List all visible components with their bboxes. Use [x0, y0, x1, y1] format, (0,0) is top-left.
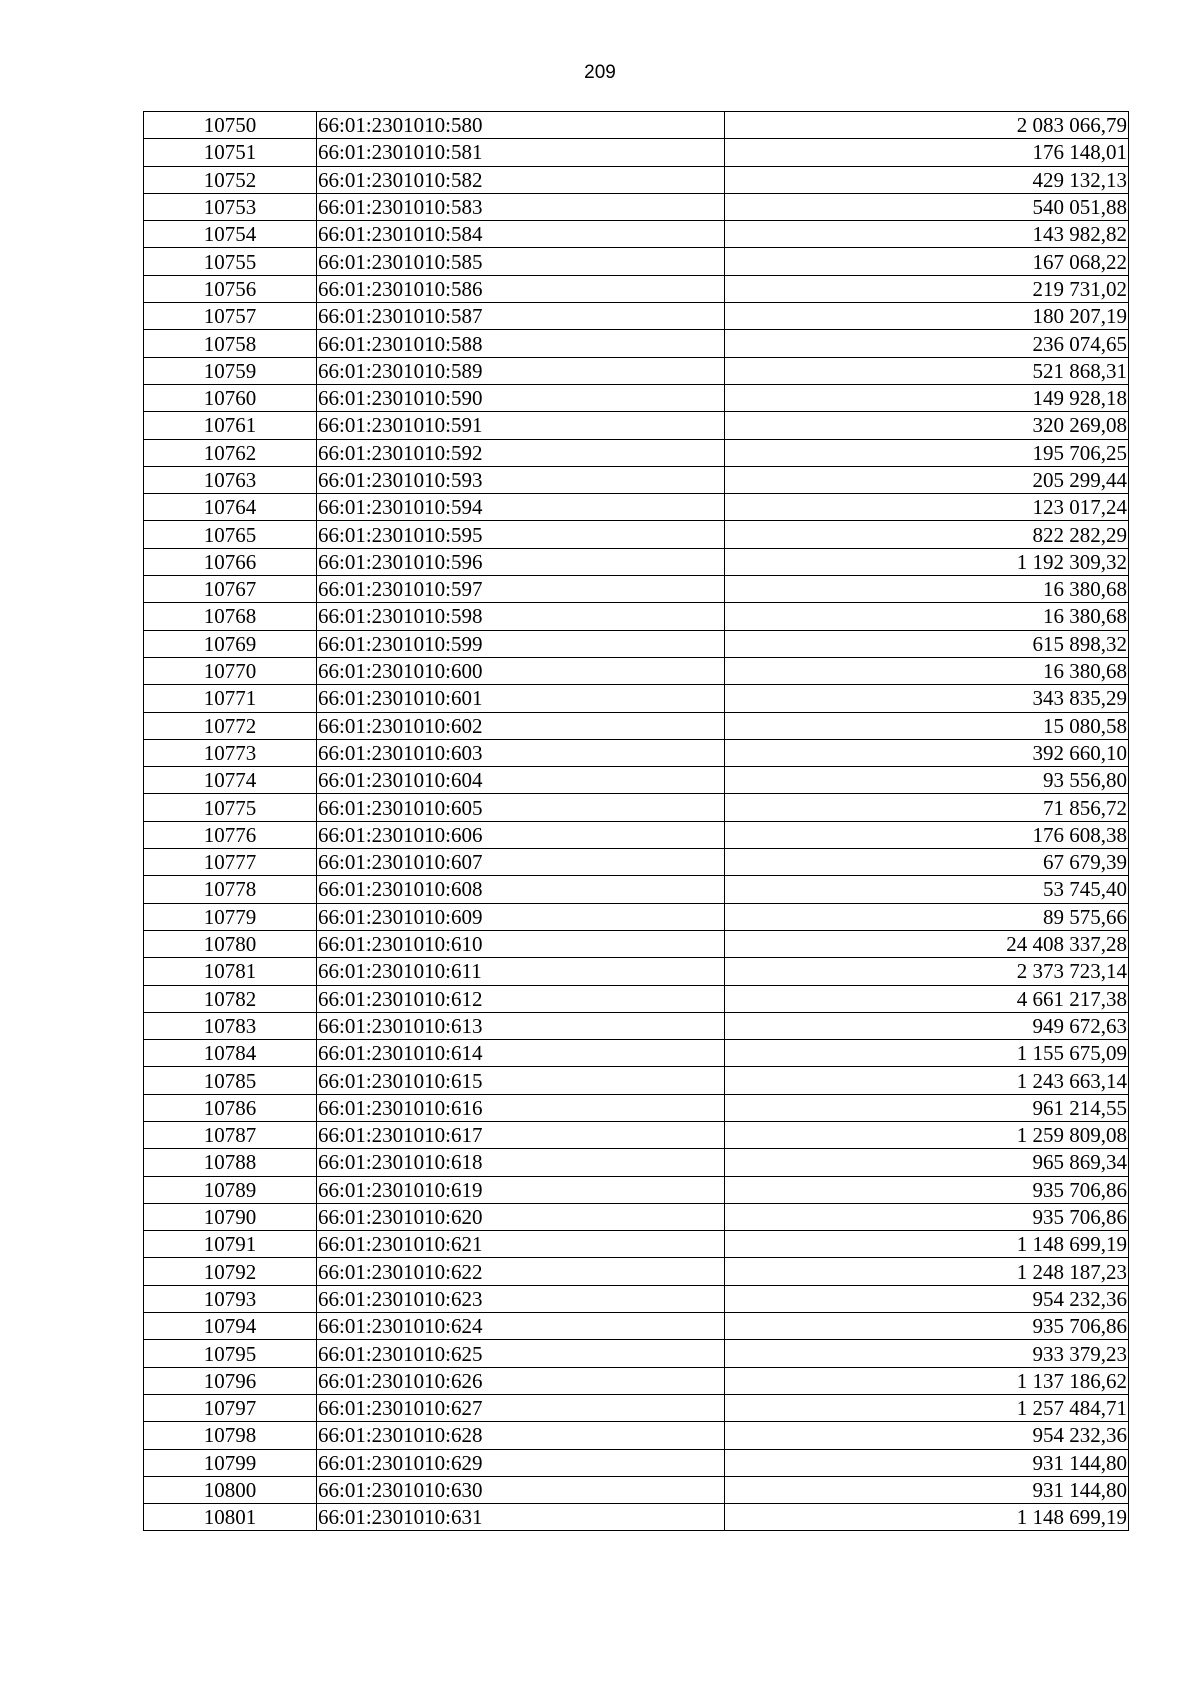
row-number-cell: 10764 — [144, 494, 317, 521]
table-row — [144, 330, 1129, 357]
table-row — [144, 1094, 1129, 1121]
cadastral-number-cell: 66:01:2301010:586 — [317, 275, 725, 302]
cadastral-number-cell: 66:01:2301010:590 — [317, 384, 725, 411]
row-number-cell: 10772 — [144, 712, 317, 739]
table-row — [144, 1067, 1129, 1094]
row-number-cell: 10763 — [144, 466, 317, 493]
row-number-cell: 10785 — [144, 1067, 317, 1094]
cadastral-number-cell: 66:01:2301010:617 — [317, 1121, 725, 1148]
cadastral-number-cell: 66:01:2301010:626 — [317, 1367, 725, 1394]
row-number-cell: 10799 — [144, 1449, 317, 1476]
row-number-cell: 10756 — [144, 275, 317, 302]
cadastral-value-cell: 949 672,63 — [725, 1012, 1129, 1039]
row-number-cell: 10770 — [144, 657, 317, 684]
cadastral-value-cell: 1 155 675,09 — [725, 1040, 1129, 1067]
cadastral-number-cell: 66:01:2301010:589 — [317, 357, 725, 384]
row-number-cell: 10753 — [144, 193, 317, 220]
row-number-cell: 10795 — [144, 1340, 317, 1367]
cadastral-number-cell: 66:01:2301010:622 — [317, 1258, 725, 1285]
row-number-cell: 10781 — [144, 958, 317, 985]
cadastral-number-cell: 66:01:2301010:587 — [317, 303, 725, 330]
row-number-cell: 10761 — [144, 412, 317, 439]
cadastral-value-cell: 615 898,32 — [725, 630, 1129, 657]
cadastral-number-cell: 66:01:2301010:627 — [317, 1394, 725, 1421]
cadastral-value-cell: 1 248 187,23 — [725, 1258, 1129, 1285]
cadastral-value-cell: 931 144,80 — [725, 1476, 1129, 1503]
row-number-cell: 10792 — [144, 1258, 317, 1285]
table-row — [144, 958, 1129, 985]
table-row — [144, 821, 1129, 848]
cadastral-value-cell: 16 380,68 — [725, 603, 1129, 630]
row-number-cell: 10775 — [144, 794, 317, 821]
cadastral-value-cell: 2 083 066,79 — [725, 112, 1129, 139]
row-number-cell: 10755 — [144, 248, 317, 275]
cadastral-number-cell: 66:01:2301010:588 — [317, 330, 725, 357]
table-row — [144, 985, 1129, 1012]
cadastral-number-cell: 66:01:2301010:580 — [317, 112, 725, 139]
table-row — [144, 384, 1129, 411]
row-number-cell: 10776 — [144, 821, 317, 848]
cadastral-number-cell: 66:01:2301010:599 — [317, 630, 725, 657]
row-number-cell: 10790 — [144, 1203, 317, 1230]
cadastral-number-cell: 66:01:2301010:612 — [317, 985, 725, 1012]
row-number-cell: 10768 — [144, 603, 317, 630]
cadastral-number-cell: 66:01:2301010:592 — [317, 439, 725, 466]
cadastral-number-cell: 66:01:2301010:604 — [317, 767, 725, 794]
table-row — [144, 657, 1129, 684]
table-row — [144, 548, 1129, 575]
table-row — [144, 1176, 1129, 1203]
cadastral-value-cell: 167 068,22 — [725, 248, 1129, 275]
cadastral-number-cell: 66:01:2301010:595 — [317, 521, 725, 548]
table-row — [144, 930, 1129, 957]
cadastral-value-cell: 1 243 663,14 — [725, 1067, 1129, 1094]
table-row — [144, 1367, 1129, 1394]
table-row — [144, 849, 1129, 876]
cadastral-value-cell: 1 259 809,08 — [725, 1121, 1129, 1148]
cadastral-number-cell: 66:01:2301010:593 — [317, 466, 725, 493]
cadastral-number-cell: 66:01:2301010:600 — [317, 657, 725, 684]
table-row — [144, 794, 1129, 821]
table-row — [144, 275, 1129, 302]
row-number-cell: 10762 — [144, 439, 317, 466]
cadastral-value-cell: 392 660,10 — [725, 739, 1129, 766]
cadastral-number-cell: 66:01:2301010:597 — [317, 576, 725, 603]
cadastral-value-cell: 961 214,55 — [725, 1094, 1129, 1121]
row-number-cell: 10760 — [144, 384, 317, 411]
row-number-cell: 10780 — [144, 930, 317, 957]
table-body — [144, 112, 1129, 1531]
table-row — [144, 1340, 1129, 1367]
cadastral-value-cell: 236 074,65 — [725, 330, 1129, 357]
table-row — [144, 112, 1129, 139]
cadastral-value-cell: 954 232,36 — [725, 1285, 1129, 1312]
cadastral-value-cell: 89 575,66 — [725, 903, 1129, 930]
row-number-cell: 10778 — [144, 876, 317, 903]
cadastral-number-cell: 66:01:2301010:602 — [317, 712, 725, 739]
cadastral-value-cell: 123 017,24 — [725, 494, 1129, 521]
row-number-cell: 10774 — [144, 767, 317, 794]
table-row — [144, 1449, 1129, 1476]
cadastral-number-cell: 66:01:2301010:583 — [317, 193, 725, 220]
cadastral-number-cell: 66:01:2301010:618 — [317, 1149, 725, 1176]
row-number-cell: 10789 — [144, 1176, 317, 1203]
table-row — [144, 1121, 1129, 1148]
cadastral-value-cell: 429 132,13 — [725, 166, 1129, 193]
cadastral-number-cell: 66:01:2301010:616 — [317, 1094, 725, 1121]
row-number-cell: 10752 — [144, 166, 317, 193]
table-row — [144, 1040, 1129, 1067]
table-row — [144, 903, 1129, 930]
cadastral-value-cell: 180 207,19 — [725, 303, 1129, 330]
cadastral-value-cell: 343 835,29 — [725, 685, 1129, 712]
cadastral-value-cell: 965 869,34 — [725, 1149, 1129, 1176]
table-row — [144, 767, 1129, 794]
cadastral-number-cell: 66:01:2301010:609 — [317, 903, 725, 930]
cadastral-value-table — [143, 111, 1129, 1531]
table-row — [144, 193, 1129, 220]
row-number-cell: 10751 — [144, 139, 317, 166]
cadastral-number-cell: 66:01:2301010:619 — [317, 1176, 725, 1203]
table-row — [144, 494, 1129, 521]
table-row — [144, 1313, 1129, 1340]
row-number-cell: 10777 — [144, 849, 317, 876]
row-number-cell: 10758 — [144, 330, 317, 357]
table-row — [144, 1203, 1129, 1230]
cadastral-number-cell: 66:01:2301010:584 — [317, 221, 725, 248]
cadastral-value-cell: 67 679,39 — [725, 849, 1129, 876]
cadastral-number-cell: 66:01:2301010:610 — [317, 930, 725, 957]
cadastral-value-cell: 1 257 484,71 — [725, 1394, 1129, 1421]
table-row — [144, 1504, 1129, 1531]
cadastral-value-cell: 195 706,25 — [725, 439, 1129, 466]
row-number-cell: 10757 — [144, 303, 317, 330]
cadastral-number-cell: 66:01:2301010:614 — [317, 1040, 725, 1067]
table-row — [144, 685, 1129, 712]
table-row — [144, 248, 1129, 275]
cadastral-number-cell: 66:01:2301010:607 — [317, 849, 725, 876]
cadastral-number-cell: 66:01:2301010:598 — [317, 603, 725, 630]
cadastral-number-cell: 66:01:2301010:591 — [317, 412, 725, 439]
row-number-cell: 10779 — [144, 903, 317, 930]
cadastral-value-cell: 1 192 309,32 — [725, 548, 1129, 575]
row-number-cell: 10773 — [144, 739, 317, 766]
table-row — [144, 876, 1129, 903]
row-number-cell: 10766 — [144, 548, 317, 575]
table-row — [144, 1258, 1129, 1285]
cadastral-number-cell: 66:01:2301010:608 — [317, 876, 725, 903]
cadastral-value-cell: 16 380,68 — [725, 657, 1129, 684]
table-row — [144, 439, 1129, 466]
cadastral-value-cell: 2 373 723,14 — [725, 958, 1129, 985]
table-row — [144, 412, 1129, 439]
cadastral-value-cell: 71 856,72 — [725, 794, 1129, 821]
row-number-cell: 10765 — [144, 521, 317, 548]
cadastral-value-cell: 143 982,82 — [725, 221, 1129, 248]
cadastral-value-cell: 822 282,29 — [725, 521, 1129, 548]
table-row — [144, 1476, 1129, 1503]
cadastral-value-cell: 933 379,23 — [725, 1340, 1129, 1367]
table-row — [144, 739, 1129, 766]
cadastral-value-cell: 540 051,88 — [725, 193, 1129, 220]
table-row — [144, 1394, 1129, 1421]
cadastral-value-cell: 93 556,80 — [725, 767, 1129, 794]
table-row — [144, 1231, 1129, 1258]
row-number-cell: 10769 — [144, 630, 317, 657]
cadastral-value-cell: 149 928,18 — [725, 384, 1129, 411]
row-number-cell: 10788 — [144, 1149, 317, 1176]
table-row — [144, 1285, 1129, 1312]
cadastral-value-cell: 219 731,02 — [725, 275, 1129, 302]
row-number-cell: 10767 — [144, 576, 317, 603]
cadastral-value-cell: 16 380,68 — [725, 576, 1129, 603]
cadastral-value-cell: 4 661 217,38 — [725, 985, 1129, 1012]
table-row — [144, 466, 1129, 493]
cadastral-value-cell: 176 608,38 — [725, 821, 1129, 848]
cadastral-value-cell: 931 144,80 — [725, 1449, 1129, 1476]
table-row — [144, 603, 1129, 630]
row-number-cell: 10794 — [144, 1313, 317, 1340]
cadastral-value-cell: 53 745,40 — [725, 876, 1129, 903]
row-number-cell: 10798 — [144, 1422, 317, 1449]
cadastral-number-cell: 66:01:2301010:621 — [317, 1231, 725, 1258]
page-number: 209 — [584, 62, 616, 83]
cadastral-number-cell: 66:01:2301010:620 — [317, 1203, 725, 1230]
cadastral-value-cell: 521 868,31 — [725, 357, 1129, 384]
cadastral-number-cell: 66:01:2301010:624 — [317, 1313, 725, 1340]
table-row — [144, 303, 1129, 330]
table-row — [144, 712, 1129, 739]
cadastral-number-cell: 66:01:2301010:615 — [317, 1067, 725, 1094]
cadastral-value-cell: 1 137 186,62 — [725, 1367, 1129, 1394]
cadastral-number-cell: 66:01:2301010:585 — [317, 248, 725, 275]
cadastral-number-cell: 66:01:2301010:631 — [317, 1504, 725, 1531]
cadastral-value-cell: 935 706,86 — [725, 1203, 1129, 1230]
row-number-cell: 10787 — [144, 1121, 317, 1148]
table-row — [144, 576, 1129, 603]
table-row — [144, 1422, 1129, 1449]
row-number-cell: 10801 — [144, 1504, 317, 1531]
row-number-cell: 10793 — [144, 1285, 317, 1312]
row-number-cell: 10771 — [144, 685, 317, 712]
cadastral-number-cell: 66:01:2301010:596 — [317, 548, 725, 575]
cadastral-number-cell: 66:01:2301010:603 — [317, 739, 725, 766]
row-number-cell: 10750 — [144, 112, 317, 139]
table-row — [144, 630, 1129, 657]
row-number-cell: 10782 — [144, 985, 317, 1012]
cadastral-value-cell: 935 706,86 — [725, 1176, 1129, 1203]
row-number-cell: 10754 — [144, 221, 317, 248]
row-number-cell: 10759 — [144, 357, 317, 384]
table-row — [144, 166, 1129, 193]
cadastral-value-cell: 15 080,58 — [725, 712, 1129, 739]
table-row — [144, 357, 1129, 384]
table-row — [144, 521, 1129, 548]
table-row — [144, 139, 1129, 166]
row-number-cell: 10791 — [144, 1231, 317, 1258]
cadastral-value-cell: 954 232,36 — [725, 1422, 1129, 1449]
table-row — [144, 221, 1129, 248]
cadastral-value-cell: 1 148 699,19 — [725, 1504, 1129, 1531]
cadastral-number-cell: 66:01:2301010:623 — [317, 1285, 725, 1312]
cadastral-number-cell: 66:01:2301010:629 — [317, 1449, 725, 1476]
cadastral-value-cell: 24 408 337,28 — [725, 930, 1129, 957]
cadastral-number-cell: 66:01:2301010:605 — [317, 794, 725, 821]
cadastral-number-cell: 66:01:2301010:581 — [317, 139, 725, 166]
cadastral-number-cell: 66:01:2301010:625 — [317, 1340, 725, 1367]
row-number-cell: 10786 — [144, 1094, 317, 1121]
row-number-cell: 10783 — [144, 1012, 317, 1039]
cadastral-number-cell: 66:01:2301010:613 — [317, 1012, 725, 1039]
cadastral-value-cell: 935 706,86 — [725, 1313, 1129, 1340]
table-row — [144, 1012, 1129, 1039]
cadastral-number-cell: 66:01:2301010:628 — [317, 1422, 725, 1449]
cadastral-number-cell: 66:01:2301010:611 — [317, 958, 725, 985]
table-row — [144, 1149, 1129, 1176]
cadastral-number-cell: 66:01:2301010:630 — [317, 1476, 725, 1503]
row-number-cell: 10784 — [144, 1040, 317, 1067]
row-number-cell: 10797 — [144, 1394, 317, 1421]
row-number-cell: 10800 — [144, 1476, 317, 1503]
cadastral-number-cell: 66:01:2301010:606 — [317, 821, 725, 848]
cadastral-value-cell: 176 148,01 — [725, 139, 1129, 166]
cadastral-value-cell: 205 299,44 — [725, 466, 1129, 493]
cadastral-number-cell: 66:01:2301010:601 — [317, 685, 725, 712]
row-number-cell: 10796 — [144, 1367, 317, 1394]
cadastral-value-cell: 1 148 699,19 — [725, 1231, 1129, 1258]
cadastral-number-cell: 66:01:2301010:582 — [317, 166, 725, 193]
cadastral-value-cell: 320 269,08 — [725, 412, 1129, 439]
cadastral-number-cell: 66:01:2301010:594 — [317, 494, 725, 521]
